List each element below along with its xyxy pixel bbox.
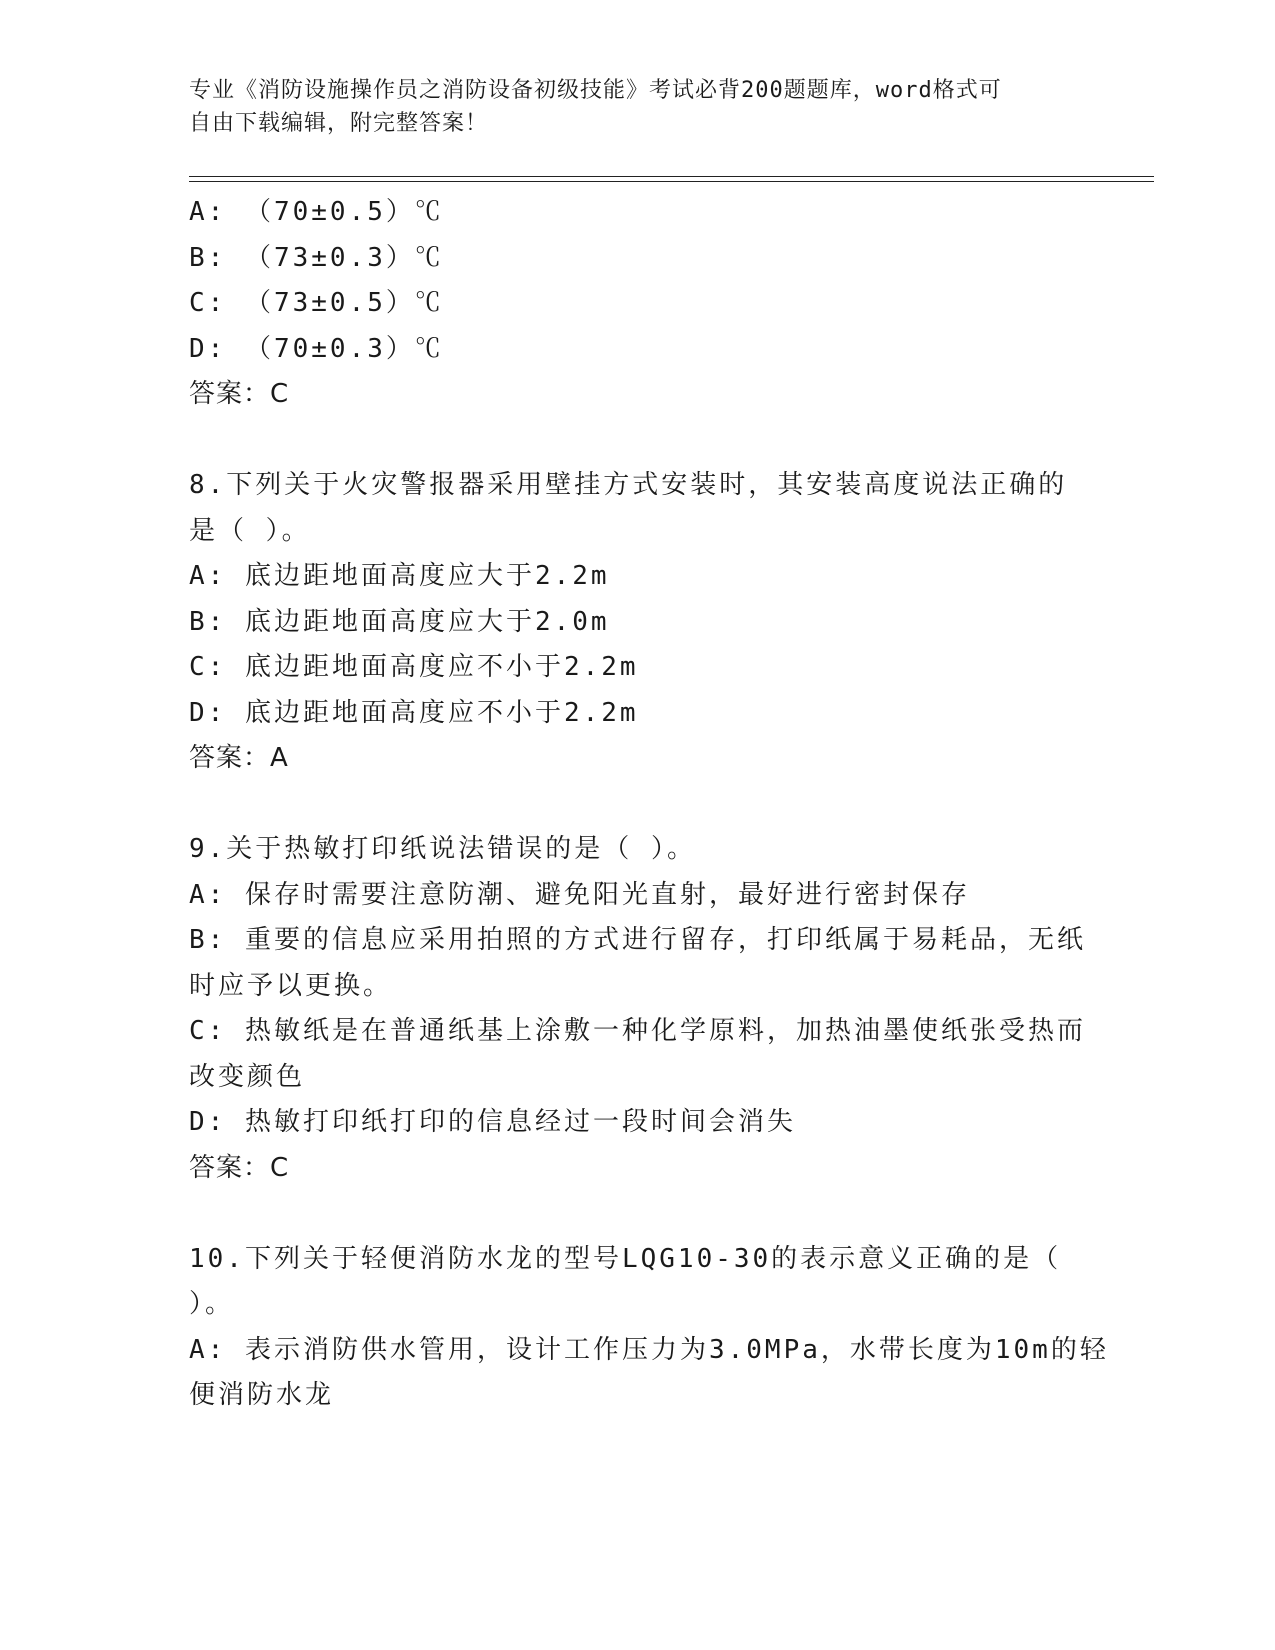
option-b: B: 重要的信息应采用拍照的方式进行留存，打印纸属于易耗品，无纸 bbox=[189, 925, 1086, 955]
option-b: B: （73±0.3）℃ bbox=[189, 242, 444, 273]
option-c: C: 热敏纸是在普通纸基上涂敷一种化学原料，加热油墨使纸张受热而 bbox=[189, 1016, 1086, 1046]
question-8 bbox=[189, 463, 1089, 782]
question-stem: 8.下列关于火灾警报器采用壁挂方式安装时，其安装高度说法正确的 bbox=[189, 470, 1068, 500]
question-stem: 10.下列关于轻便消防水龙的型号LQG10-30的表示意义正确的是（ bbox=[189, 1243, 1062, 1274]
answer: 答案：C bbox=[189, 379, 290, 409]
question-stem: 是（ ）。 bbox=[189, 515, 311, 546]
option-a: A: 底边距地面高度应大于2.2m bbox=[189, 561, 610, 591]
question-9 bbox=[189, 827, 1089, 1191]
question-7 bbox=[189, 190, 1089, 418]
option-c: C: 底边距地面高度应不小于2.2m bbox=[189, 652, 639, 682]
option-d: D: 底边距地面高度应不小于2.2m bbox=[189, 697, 639, 728]
question-stem: ）。 bbox=[189, 1289, 235, 1319]
document-header bbox=[189, 74, 1089, 140]
option-d: D: 热敏打印纸打印的信息经过一段时间会消失 bbox=[189, 1107, 796, 1137]
option-b-continued: 时应予以更换。 bbox=[189, 970, 393, 1001]
spacer bbox=[189, 1191, 1089, 1237]
option-a: A: 表示消防供水管用，设计工作压力为3.0MPa，水带长度为10m的轻 bbox=[189, 1334, 1109, 1365]
option-a-continued: 便消防水龙 bbox=[189, 1380, 335, 1410]
answer: 答案：A bbox=[189, 743, 289, 773]
spacer bbox=[189, 782, 1089, 828]
question-list bbox=[189, 190, 1109, 1419]
header-line-2: 自由下载编辑，附完整答案！ bbox=[189, 111, 489, 136]
header-divider-top bbox=[189, 176, 1154, 177]
option-d: D: （70±0.3）℃ bbox=[189, 333, 444, 364]
question-stem: 9.关于热敏打印纸说法错误的是（ ）。 bbox=[189, 834, 696, 864]
header-divider-bottom bbox=[189, 181, 1154, 182]
header-line-1: 专业《消防设施操作员之消防设备初级技能》考试必背200题题库，word格式可 bbox=[189, 78, 1002, 103]
answer: 答案：C bbox=[189, 1152, 290, 1183]
question-10 bbox=[189, 1237, 1109, 1419]
option-a: A: 保存时需要注意防潮、避免阳光直射，最好进行密封保存 bbox=[189, 879, 970, 910]
option-b: B: 底边距地面高度应大于2.0m bbox=[189, 606, 610, 637]
option-c: C: （73±0.5）℃ bbox=[189, 288, 444, 318]
option-a: A: （70±0.5）℃ bbox=[189, 197, 444, 227]
option-c-continued: 改变颜色 bbox=[189, 1061, 306, 1092]
spacer bbox=[189, 418, 1089, 464]
